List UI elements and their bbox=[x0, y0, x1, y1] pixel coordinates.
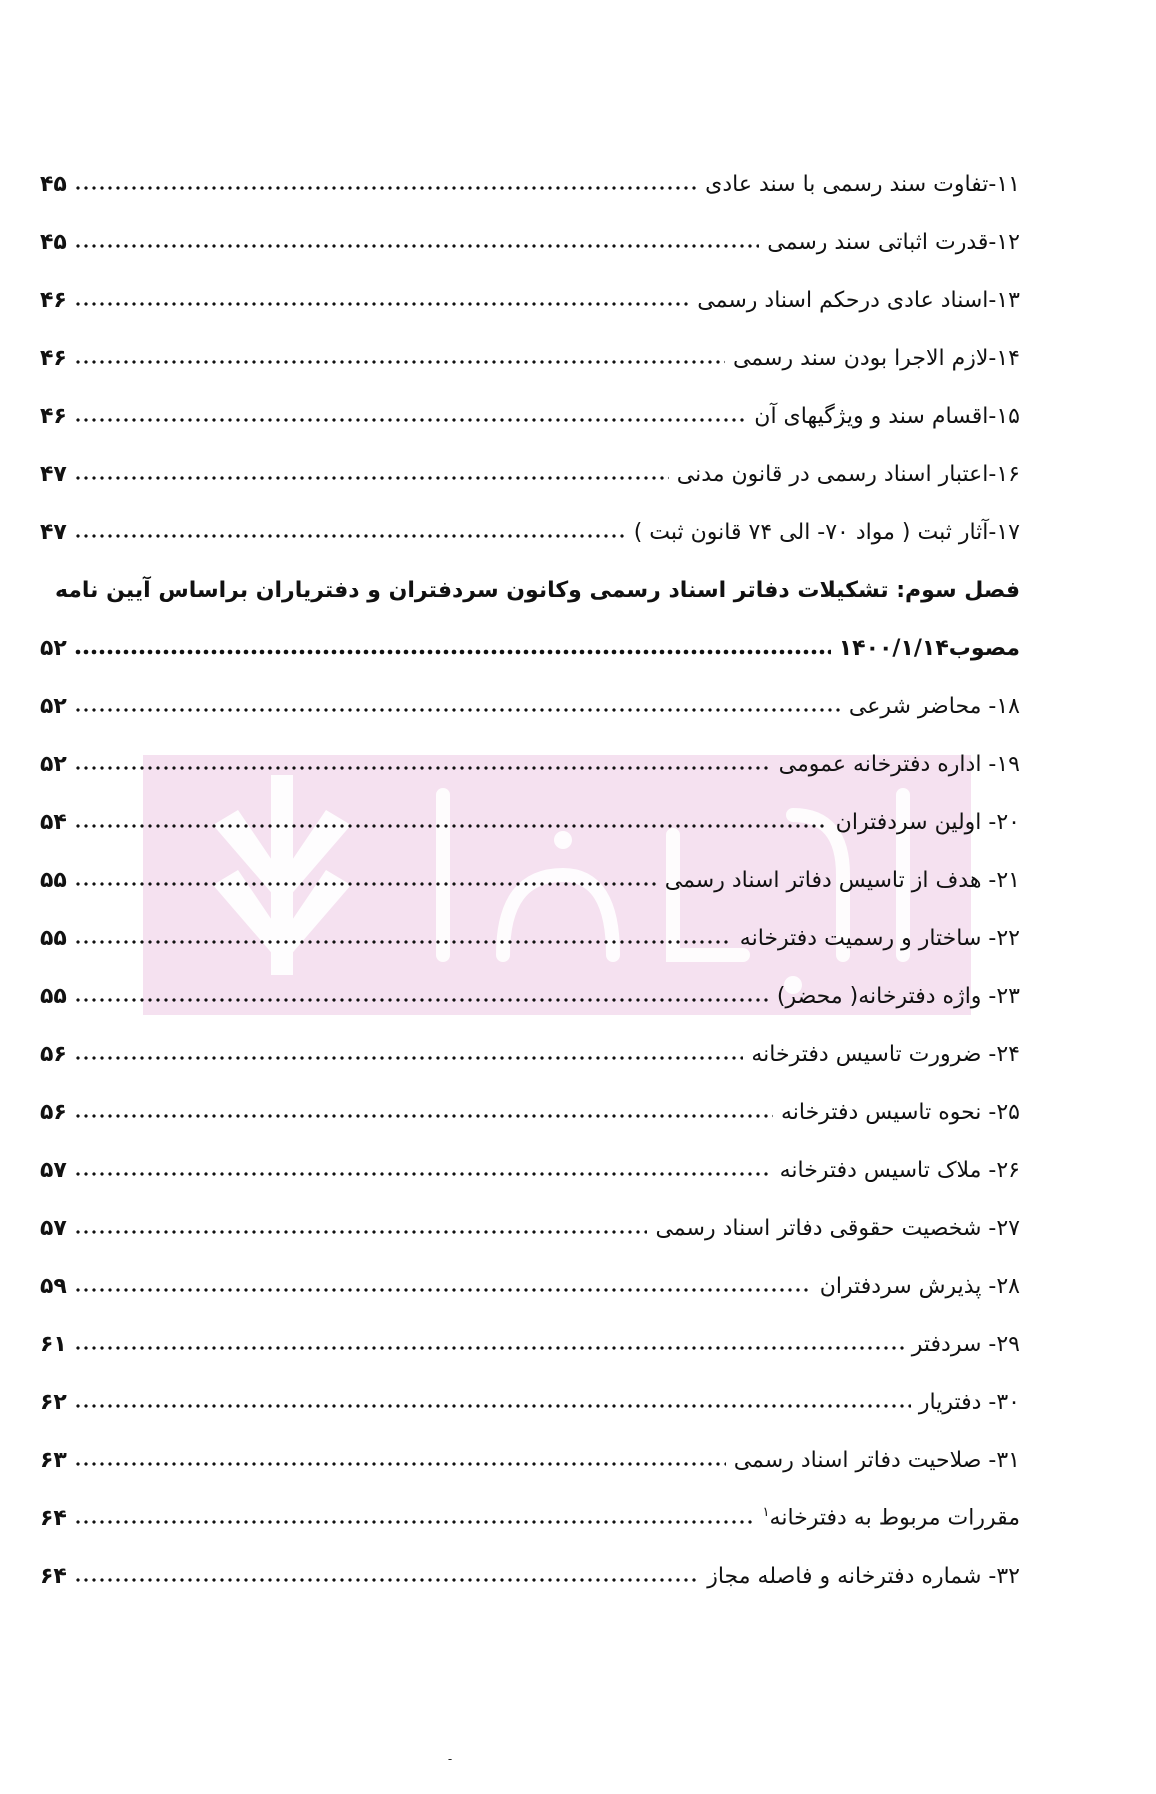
toc-entry bbox=[40, 1315, 1020, 1373]
toc-entry bbox=[40, 735, 1020, 793]
toc-entry-title: ۱۹- اداره دفترخانه عمومی bbox=[778, 751, 1020, 777]
toc-entry bbox=[40, 1083, 1020, 1141]
toc-entry-title: ۱۷-آثار ثبت ( مواد ۷۰- الی ۷۴ قانون ثبت ) bbox=[633, 519, 1020, 545]
toc-entry-title: ۲۳- واژه دفترخانه( محضر) bbox=[776, 983, 1020, 1009]
toc-entry bbox=[40, 793, 1020, 851]
dot-leader bbox=[74, 695, 841, 717]
toc-entry-title: ۲۴- ضرورت تاسیس دفترخانه bbox=[751, 1041, 1020, 1067]
toc-entry bbox=[40, 1257, 1020, 1315]
dot-leader bbox=[74, 1507, 755, 1529]
table-of-contents bbox=[40, 155, 1020, 1605]
dot-leader bbox=[74, 1449, 726, 1471]
toc-entry bbox=[40, 387, 1020, 445]
toc-entry bbox=[40, 271, 1020, 329]
toc-entry-page: ۴۵ bbox=[40, 229, 67, 255]
toc-entry bbox=[40, 445, 1020, 503]
toc-entry-title: ۲۵- نحوه تاسیس دفترخانه bbox=[780, 1099, 1020, 1125]
toc-entry-title: ۲۹- سردفتر bbox=[911, 1331, 1020, 1357]
toc-entry-title-text: مقررات مربوط به دفترخانه bbox=[769, 1505, 1020, 1531]
dot-leader bbox=[74, 521, 626, 543]
toc-entry-title: ۳۱- صلاحیت دفاتر اسناد رسمی bbox=[733, 1447, 1020, 1473]
toc-entry bbox=[40, 1547, 1020, 1605]
toc-entry-title: ۲۱- هدف از تاسیس دفاتر اسناد رسمی bbox=[664, 867, 1020, 893]
toc-entry-page: ۴۵ bbox=[40, 171, 67, 197]
toc-entry bbox=[40, 1431, 1020, 1489]
toc-entry-page: ۶۳ bbox=[40, 1447, 67, 1473]
toc-entry-page: ۴۶ bbox=[40, 287, 67, 313]
chapter-heading-continuation bbox=[40, 619, 1020, 677]
toc-entry bbox=[40, 1141, 1020, 1199]
toc-entry-page: ۵۲ bbox=[40, 751, 67, 777]
toc-entry-page: ۵۹ bbox=[40, 1273, 67, 1299]
toc-entry-page: ۶۴ bbox=[40, 1505, 67, 1531]
dot-leader bbox=[74, 985, 769, 1007]
dot-leader bbox=[74, 173, 697, 195]
toc-entry-page: ۴۶ bbox=[40, 403, 67, 429]
toc-entry-page: ۵۴ bbox=[40, 809, 67, 835]
dot-leader bbox=[74, 753, 771, 775]
toc-entry-page: ۴۷ bbox=[40, 461, 67, 487]
chapter-heading-date: مصوب۱۴۰۰/۱/۱۴ bbox=[838, 635, 1020, 661]
dot-leader bbox=[74, 1101, 773, 1123]
toc-entry-title: ۲۸- پذیرش سردفتران bbox=[819, 1273, 1020, 1299]
toc-entry bbox=[40, 1025, 1020, 1083]
chapter-heading-page: ۵۲ bbox=[40, 635, 67, 661]
toc-entry-title: ۱۵-اقسام سند و ویژگیهای آن bbox=[754, 403, 1020, 429]
toc-entry-title: ۲۷- شخصیت حقوقی دفاتر اسناد رسمی bbox=[655, 1215, 1020, 1241]
toc-entry-title: ۲۶- ملاک تاسیس دفترخانه bbox=[779, 1157, 1020, 1183]
toc-entry-page: ۵۵ bbox=[40, 983, 67, 1009]
toc-entry-title: ۱۲-قدرت اثباتی سند رسمی bbox=[767, 229, 1020, 255]
toc-entry-page: ۶۴ bbox=[40, 1563, 67, 1589]
toc-entry-page: ۵۵ bbox=[40, 867, 67, 893]
page-footer-mark: - bbox=[447, 1752, 453, 1766]
toc-entry-title: ۱۸- محاضر شرعی bbox=[848, 693, 1020, 719]
toc-entry bbox=[40, 329, 1020, 387]
chapter-heading-title: فصل سوم: تشکیلات دفاتر اسناد رسمی وکانون سردفتران و دفتریاران براساس آیین نامه bbox=[54, 577, 1020, 603]
dot-leader bbox=[74, 289, 689, 311]
toc-entry bbox=[40, 967, 1020, 1025]
toc-entry bbox=[40, 677, 1020, 735]
toc-entry-title bbox=[757, 1505, 1020, 1530]
dot-leader bbox=[74, 405, 746, 427]
toc-entry-page: ۵۷ bbox=[40, 1157, 67, 1183]
dot-leader bbox=[74, 231, 759, 253]
toc-entry bbox=[40, 909, 1020, 967]
dot-leader bbox=[74, 927, 732, 949]
dot-leader bbox=[74, 1391, 911, 1413]
dot-leader bbox=[74, 1565, 699, 1587]
toc-entry-page: ۵۶ bbox=[40, 1041, 67, 1067]
dot-leader bbox=[74, 1159, 772, 1181]
dot-leader bbox=[74, 1043, 743, 1065]
toc-entry-title: ۱۴-لازم الاجرا بودن سند رسمی bbox=[732, 345, 1020, 371]
toc-entry-page: ۵۷ bbox=[40, 1215, 67, 1241]
toc-entry-page: ۵۵ bbox=[40, 925, 67, 951]
toc-entry-page: ۴۶ bbox=[40, 345, 67, 371]
dot-leader bbox=[74, 1275, 812, 1297]
chapter-heading bbox=[40, 561, 1020, 619]
toc-entry bbox=[40, 851, 1020, 909]
toc-entry-title: ۳۰- دفتریار bbox=[918, 1389, 1020, 1415]
toc-entry-page: ۴۷ bbox=[40, 519, 67, 545]
toc-entry-title: ۱۳-اسناد عادی درحکم اسناد رسمی bbox=[697, 287, 1020, 313]
dot-leader bbox=[74, 811, 828, 833]
toc-entry-page: ۵۲ bbox=[40, 693, 67, 719]
dot-leader bbox=[74, 1217, 647, 1239]
dot-leader bbox=[74, 1333, 904, 1355]
toc-entry-footnoted bbox=[40, 1489, 1020, 1547]
toc-entry-page: ۶۲ bbox=[40, 1389, 67, 1415]
toc-entry-title: ۲۲- ساختار و رسمیت دفترخانه bbox=[739, 925, 1020, 951]
toc-entry bbox=[40, 155, 1020, 213]
toc-entry-title: ۱۱-تفاوت سند رسمی با سند عادی bbox=[705, 171, 1020, 197]
toc-entry bbox=[40, 213, 1020, 271]
toc-entry-title: ۱۶-اعتبار اسناد رسمی در قانون مدنی bbox=[676, 461, 1020, 487]
dot-leader bbox=[74, 869, 657, 891]
toc-entry-page: ۵۶ bbox=[40, 1099, 67, 1125]
toc-entry-page: ۶۱ bbox=[40, 1331, 67, 1357]
toc-entry-title: ۳۲- شماره دفترخانه و فاصله مجاز bbox=[707, 1563, 1020, 1589]
footnote-marker: ۱ bbox=[762, 1505, 770, 1521]
toc-entry bbox=[40, 1373, 1020, 1431]
toc-entry bbox=[40, 1199, 1020, 1257]
toc-entry-title: ۲۰- اولین سردفتران bbox=[835, 809, 1020, 835]
toc-entry bbox=[40, 503, 1020, 561]
dot-leader bbox=[74, 463, 669, 485]
dot-leader bbox=[74, 637, 831, 659]
dot-leader bbox=[74, 347, 725, 369]
